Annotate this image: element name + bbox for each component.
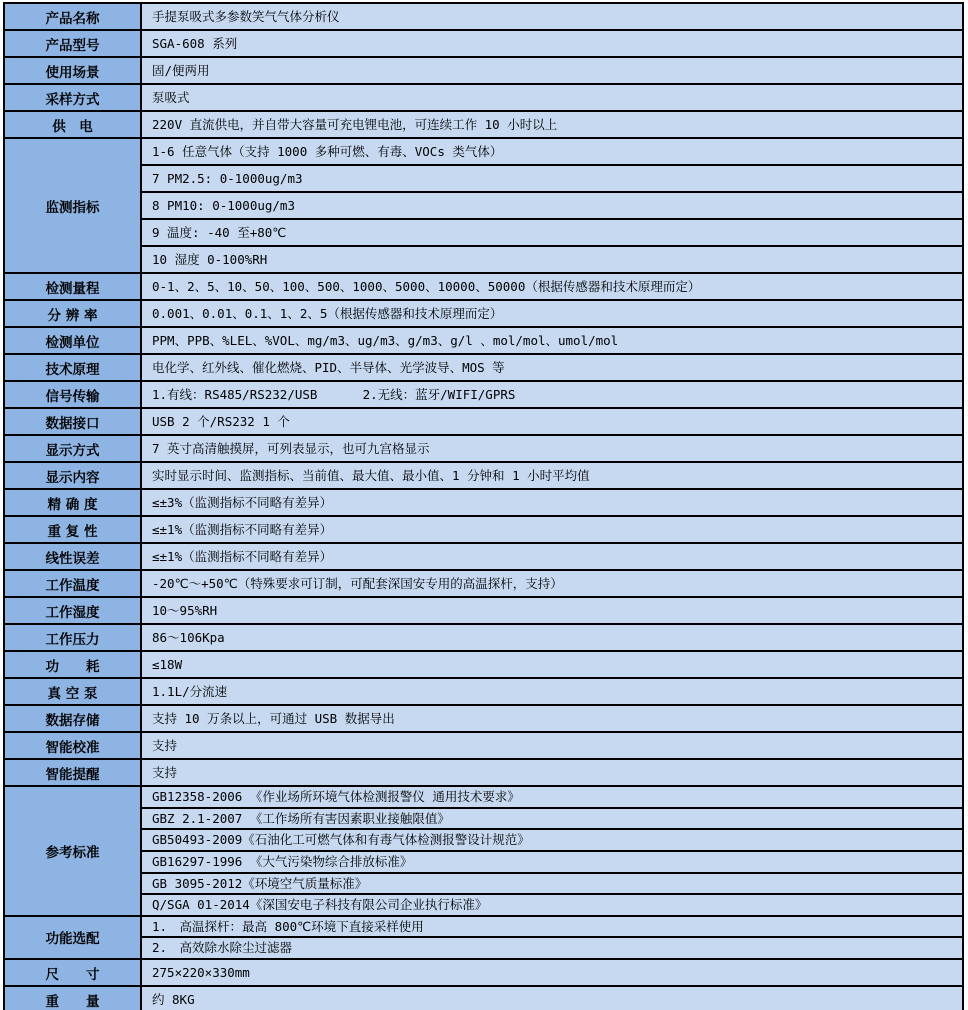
table-row — [4, 916, 963, 938]
spec-value-smart-calibration: 支持 — [141, 732, 963, 759]
spec-label-product-name: 产品名称 — [4, 3, 141, 30]
spec-label-dimensions: 尺 寸 — [4, 959, 141, 986]
table-row — [4, 624, 963, 651]
spec-label-display-content: 显示内容 — [4, 462, 141, 489]
table-row — [4, 705, 963, 732]
table-row — [4, 84, 963, 111]
table-row — [4, 543, 963, 570]
table-row — [4, 300, 963, 327]
spec-label-sampling-method: 采样方式 — [4, 84, 141, 111]
table-row — [4, 873, 963, 895]
table-row — [4, 246, 963, 273]
table-row — [4, 570, 963, 597]
table-row — [4, 165, 963, 192]
table-row — [4, 678, 963, 705]
spec-label-working-humidity: 工作湿度 — [4, 597, 141, 624]
spec-value-sampling-method: 泵吸式 — [141, 84, 963, 111]
table-row — [4, 381, 963, 408]
table-row — [4, 986, 963, 1010]
spec-value-weight: 约 8KG — [141, 986, 963, 1010]
spec-value-display-content: 实时显示时间、监测指标、当前值、最大值、最小值、1 分钟和 1 小时平均值 — [141, 462, 963, 489]
spec-value-accuracy: ≤±3%（监测指标不同略有差异） — [141, 489, 963, 516]
spec-value-product-model: SGA-608 系列 — [141, 30, 963, 57]
spec-label-usage-scenario: 使用场景 — [4, 57, 141, 84]
spec-value-monitoring-indicator-1: 1-6 任意气体（支持 1000 多种可燃、有毒、VOCs 类气体） — [141, 138, 963, 165]
spec-label-working-pressure: 工作压力 — [4, 624, 141, 651]
spec-value-reference-standard-2: GBZ 2.1-2007 《工作场所有害因素职业接触限值》 — [141, 808, 963, 830]
table-row — [4, 759, 963, 786]
table-row — [4, 57, 963, 84]
spec-value-display-mode: 7 英寸高清触摸屏，可列表显示，也可九宫格显示 — [141, 435, 963, 462]
table-row — [4, 3, 963, 30]
spec-label-smart-reminder: 智能提醒 — [4, 759, 141, 786]
spec-value-reference-standard-4: GB16297-1996 《大气污染物综合排放标准》 — [141, 851, 963, 873]
spec-value-reference-standard-1: GB12358-2006 《作业场所环境气体检测报警仪 通用技术要求》 — [141, 786, 963, 808]
spec-label-reference-standards: 参考标准 — [4, 786, 141, 916]
table-row — [4, 489, 963, 516]
spec-value-repeatability: ≤±1%（监测指标不同略有差异） — [141, 516, 963, 543]
table-row — [4, 111, 963, 138]
spec-label-smart-calibration: 智能校准 — [4, 732, 141, 759]
spec-value-reference-standard-6: Q/SGA 01-2014《深国安电子科技有限公司企业执行标准》 — [141, 894, 963, 916]
table-row — [4, 959, 963, 986]
table-row — [4, 937, 963, 959]
table-row — [4, 851, 963, 873]
spec-value-data-storage: 支持 10 万条以上，可通过 USB 数据导出 — [141, 705, 963, 732]
spec-value-working-temperature: -20℃～+50℃（特殊要求可订制，可配套深国安专用的高温探杆，支持） — [141, 570, 963, 597]
spec-label-working-temperature: 工作温度 — [4, 570, 141, 597]
spec-label-technical-principle: 技术原理 — [4, 354, 141, 381]
table-row — [4, 30, 963, 57]
table-row — [4, 732, 963, 759]
spec-label-signal-transmission: 信号传输 — [4, 381, 141, 408]
table-row — [4, 651, 963, 678]
table-row — [4, 192, 963, 219]
spec-value-resolution: 0.001、0.01、0.1、1、2、5（根据传感器和技术原理而定） — [141, 300, 963, 327]
spec-value-detection-range: 0-1、2、5、10、50、100、500、1000、5000、10000、50000（根据传感器和技术原理而定） — [141, 273, 963, 300]
spec-value-monitoring-indicator-2: 7 PM2.5: 0-1000ug/m3 — [141, 165, 963, 192]
spec-value-reference-standard-5: GB 3095-2012《环境空气质量标准》 — [141, 873, 963, 895]
spec-value-monitoring-indicator-5: 10 湿度 0-100%RH — [141, 246, 963, 273]
table-row — [4, 462, 963, 489]
spec-value-product-name: 手提泵吸式多参数笑气气体分析仪 — [141, 3, 963, 30]
table-row — [4, 808, 963, 830]
table-row — [4, 894, 963, 916]
spec-value-power-supply: 220V 直流供电，并自带大容量可充电锂电池，可连续工作 10 小时以上 — [141, 111, 963, 138]
spec-label-detection-unit: 检测单位 — [4, 327, 141, 354]
spec-value-monitoring-indicator-4: 9 温度: -40 至+80℃ — [141, 219, 963, 246]
spec-label-accuracy: 精 确 度 — [4, 489, 141, 516]
spec-label-resolution: 分 辨 率 — [4, 300, 141, 327]
table-row — [4, 829, 963, 851]
table-row — [4, 516, 963, 543]
product-spec-table — [3, 2, 964, 1010]
spec-value-detection-unit: PPM、PPB、%LEL、%VOL、mg/m3、ug/m3、g/m3、g/l 、mol/mol、umol/mol — [141, 327, 963, 354]
spec-value-power-consumption: ≤18W — [141, 651, 963, 678]
table-row — [4, 138, 963, 165]
spec-label-product-model: 产品型号 — [4, 30, 141, 57]
spec-label-data-interface: 数据接口 — [4, 408, 141, 435]
spec-label-power-consumption: 功 耗 — [4, 651, 141, 678]
spec-label-linearity-error: 线性误差 — [4, 543, 141, 570]
table-row — [4, 219, 963, 246]
spec-value-monitoring-indicator-3: 8 PM10: 0-1000ug/m3 — [141, 192, 963, 219]
spec-label-optional-functions: 功能选配 — [4, 916, 141, 959]
spec-value-dimensions: 275×220×330mm — [141, 959, 963, 986]
spec-value-smart-reminder: 支持 — [141, 759, 963, 786]
table-row — [4, 597, 963, 624]
spec-label-display-mode: 显示方式 — [4, 435, 141, 462]
spec-value-usage-scenario: 固/便两用 — [141, 57, 963, 84]
spec-label-power-supply: 供 电 — [4, 111, 141, 138]
spec-value-linearity-error: ≤±1%（监测指标不同略有差异） — [141, 543, 963, 570]
spec-value-optional-function-1: 1. 高温探杆：最高 800℃环境下直接采样使用 — [141, 916, 963, 938]
table-row — [4, 435, 963, 462]
spec-label-repeatability: 重 复 性 — [4, 516, 141, 543]
table-row — [4, 354, 963, 381]
spec-value-data-interface: USB 2 个/RS232 1 个 — [141, 408, 963, 435]
spec-value-working-humidity: 10～95%RH — [141, 597, 963, 624]
table-row — [4, 273, 963, 300]
spec-label-data-storage: 数据存储 — [4, 705, 141, 732]
spec-value-working-pressure: 86～106Kpa — [141, 624, 963, 651]
spec-value-vacuum-pump: 1.1L/分流速 — [141, 678, 963, 705]
table-row — [4, 786, 963, 808]
spec-value-optional-function-2: 2. 高效除水除尘过滤器 — [141, 937, 963, 959]
table-row — [4, 327, 963, 354]
table-row — [4, 408, 963, 435]
spec-value-signal-transmission: 1.有线：RS485/RS232/USB 2.无线：蓝牙/WIFI/GPRS — [141, 381, 963, 408]
spec-label-monitoring-indicators: 监测指标 — [4, 138, 141, 273]
spec-value-technical-principle: 电化学、红外线、催化燃烧、PID、半导体、光学波导、MOS 等 — [141, 354, 963, 381]
spec-value-reference-standard-3: GB50493-2009《石油化工可燃气体和有毒气体检测报警设计规范》 — [141, 829, 963, 851]
spec-label-vacuum-pump: 真 空 泵 — [4, 678, 141, 705]
spec-label-detection-range: 检测量程 — [4, 273, 141, 300]
spec-label-weight: 重 量 — [4, 986, 141, 1010]
